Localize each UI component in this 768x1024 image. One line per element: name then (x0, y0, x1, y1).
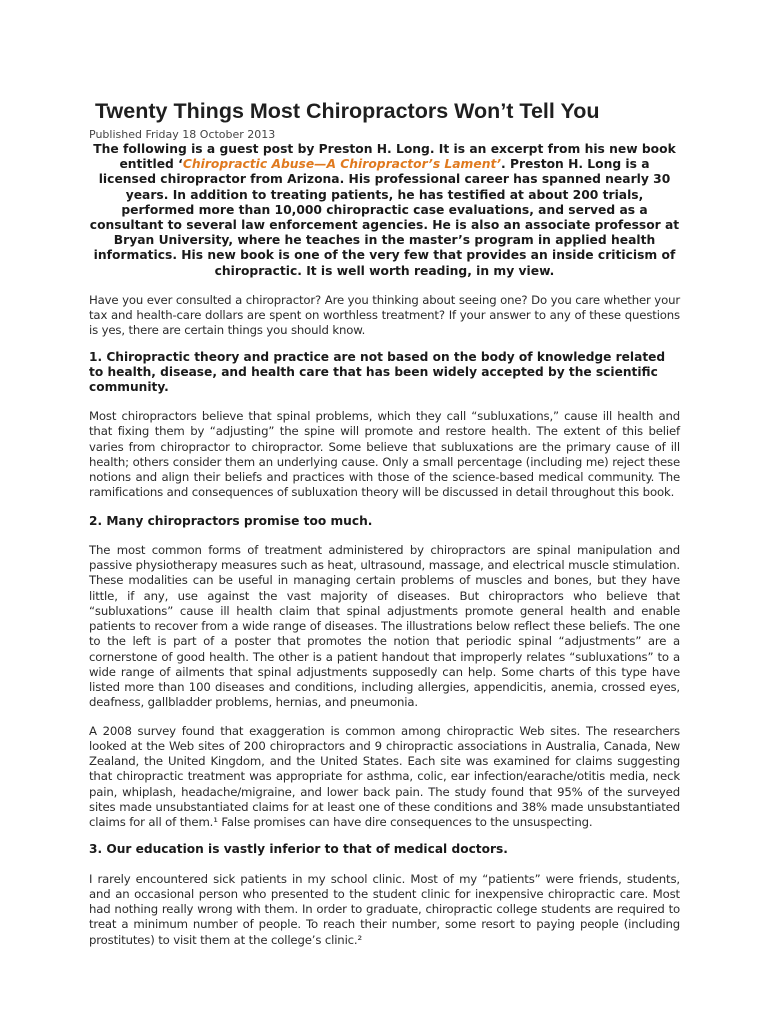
intro-text-end: . Preston H. Long is a licensed chiropractor from Arizona. His professional career has spanned nearly 30 years. In addition to treating patients, he has testified at about 200 trials, performed more than 10,000 chiropractic case evaluations, and served as a consultant to several law enforcement agencies. He is also an associate professor at Bryan University, where he teaches in the master’s program in applied health informatics. His new book is one of the very few that provides an inside criticism of chiropractic. It is well worth reading, in my view. (89, 157, 680, 278)
section-heading-3: 3. Our education is vastly inferior to that of medical doctors. (89, 842, 508, 857)
section-2-paragraph-1: The most common forms of treatment administered by chiropractors are spinal manipulation and passive physiotherapy measures such as heat, ultrasound, massage, and electrical muscle stimulation. These modalities can be useful in managing certain problems of muscles and bones, but they have little, if any, use against the vast majority of diseases. But chiropractors who believe that “subluxations” cause ill health claim that spinal adjustments promote general health and enable patients to recover from a wide range of diseases. The illustrations below reflect these beliefs. The one to the left is part of a poster that promotes the notion that periodic spinal “adjustments” are a cornerstone of good health. The other is a patient handout that improperly relates “subluxations” to a wide range of ailments that spinal adjustments supposedly can help. Some charts of this type have listed more than 100 diseases and conditions, including allergies, appendicitis, anemia, crossed eyes, deafness, gallbladder problems, hernias, and pneumonia. (89, 542, 680, 710)
article-title: Twenty Things Most Chiropractors Won’t Tell You (95, 99, 600, 123)
book-title-link[interactable]: Chiropractic Abuse—A Chiropractor’s Lament’ (182, 157, 502, 172)
section-2-paragraph-2: A 2008 survey found that exaggeration is common among chiropractic Web sites. The researchers looked at the Web sites of 200 chiropractors and 9 chiropractic associations in Australia, Canada, New Zealand, the United Kingdom, and the United States. Each site was examined for claims suggesting that chiropractic treatment was appropriate for asthma, colic, ear infection/earache/otitis media, neck pain, whiplash, headache/migraine, and lower back pain. The study found that 95% of the surveyed sites made unsubstantiated claims for at least one of these conditions and 38% made unsubstantiated claims for all of them.¹ False promises can have dire consequences to the unsuspecting. (89, 723, 680, 830)
section-heading-1: 1. Chiropractic theory and practice are not based on the body of knowledge related to health, disease, and health care that has been widely accepted by the scientific community. (89, 349, 666, 394)
intro-text-start: The following is a guest post by Preston H. Long. It is an excerpt from his new book entitled ‘ (93, 142, 676, 172)
section-heading-2: 2. Many chiropractors promise too much. (89, 513, 373, 528)
lead-paragraph: Have you ever consulted a chiropractor? Are you thinking about seeing one? Do you care whether your tax and health-care dollars are spent on worthless treatment? If your answer to any of these questions is yes, there are certain things you should know. (89, 292, 680, 338)
section-1-paragraph-1: Most chiropractors believe that spinal problems, which they call “subluxations,” cause ill health and that fixing them by “adjusting” the spine will promote and restore health. The extent of this belief varies from chiropractor to chiropractor. Some believe that subluxations are the primary cause of ill health; others consider them an underlying cause. Only a small percentage (including me) reject these notions and align their beliefs and practices with those of the science-based medical community. The ramifications and consequences of subluxation theory will be discussed in detail throughout this book. (89, 409, 680, 500)
section-3-paragraph-1: I rarely encountered sick patients in my school clinic. Most of my “patients” were friends, students, and an occasional person who presented to the student clinic for inexpensive chiropractic care. Most had nothing really wrong with them. In order to graduate, chiropractic college students are required to treat a minimum number of people. To reach their number, some resort to paying people (including prostitutes) to visit them at the college’s clinic.² (89, 871, 680, 947)
published-date: Published Friday 18 October 2013 (89, 128, 276, 141)
guest-post-intro (89, 142, 680, 279)
